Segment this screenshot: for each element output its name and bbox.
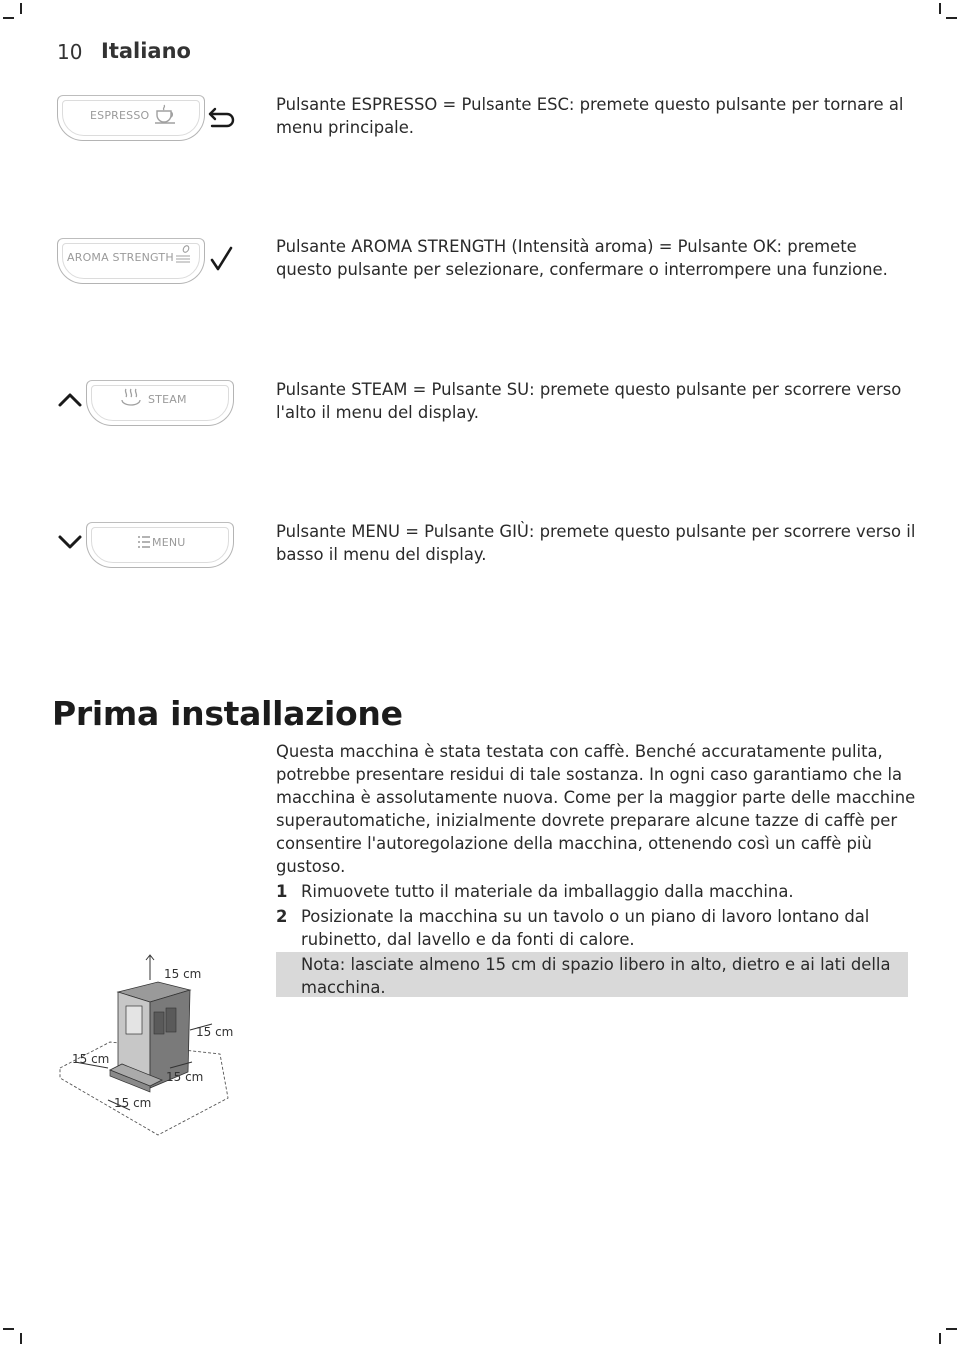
crop-mark [20,1333,22,1344]
steam-button-panel [86,380,234,426]
check-icon [207,244,235,274]
back-arrow-icon [207,104,237,130]
step-number: 2 [276,907,288,926]
note-text: Nota: lasciate almeno 15 cm di spazio libero in alto, dietro e ai lati della macchina. [301,955,891,997]
step-item [276,880,916,903]
page-number: 10 [57,40,83,64]
machine-clearance-illustration [50,950,250,1140]
section-title: Prima installazione [52,694,403,733]
crop-mark [20,3,22,14]
aroma-strength-button-panel [57,238,205,284]
chevron-down-icon [57,532,83,552]
section-intro-paragraph: Questa macchina è stata testata con caffè. Benché accuratamente pulita, potrebbe presentare residui di tale sostanza. In ogni caso garantiamo che la macchina è assolutamente nuova. Come per la maggior parte delle macchine superautomatiche, inizialmente dovrete preparare alcune tazze di caffè per consentire l'autoregolazione della macchina, ottenendo così un caffè più gustoso. [276,742,916,876]
clearance-left-label: 15 cm [72,1052,110,1066]
crop-mark [3,1328,14,1330]
steam-button-description: Pulsante STEAM = Pulsante SU: premete questo pulsante per scorrere verso l'alto il menu del display. [276,380,902,422]
steam-icon [119,387,143,409]
espresso-panel-label: ESPRESSO [90,109,150,122]
crop-mark [3,17,14,19]
espresso-button-panel [57,95,205,141]
aroma-strength-button-description: Pulsante AROMA STRENGTH (Intensità aroma) = Pulsante OK: premete questo pulsante per selezionare, confermare o interrompere una funzione. [276,237,888,279]
clearance-back-label: 15 cm [196,1025,234,1039]
bean-icon [172,244,194,266]
clearance-top-label: 15 cm [164,967,202,981]
chevron-up-icon [57,390,83,410]
step-text: Posizionate la macchina su un tavolo o un piano di lavoro lontano dal rubinetto, dal lavello e da fonti di calore. [301,907,870,949]
steam-panel-label: STEAM [148,393,187,406]
cup-icon [153,103,179,125]
clearance-front-label: 15 cm [114,1096,152,1110]
step-number: 1 [276,882,288,901]
aroma-strength-panel-label: AROMA STRENGTH [67,251,174,264]
menu-button-description: Pulsante MENU = Pulsante GIÙ: premete questo pulsante per scorrere verso il basso il menu del display. [276,522,916,564]
crop-mark [939,3,941,14]
menu-button-panel [86,522,234,568]
step-text: Rimuovete tutto il materiale da imballaggio dalla macchina. [301,882,794,901]
note-box [276,952,908,997]
list-icon [137,535,151,549]
step-item [276,905,916,951]
crop-mark [946,1328,957,1330]
clearance-right-label: 15 cm [166,1070,204,1084]
crop-mark [946,17,957,19]
espresso-button-description: Pulsante ESPRESSO = Pulsante ESC: premete questo pulsante per tornare al menu principale. [276,95,904,137]
language-heading: Italiano [101,39,191,63]
menu-panel-label: MENU [152,536,186,549]
crop-mark [939,1333,941,1344]
